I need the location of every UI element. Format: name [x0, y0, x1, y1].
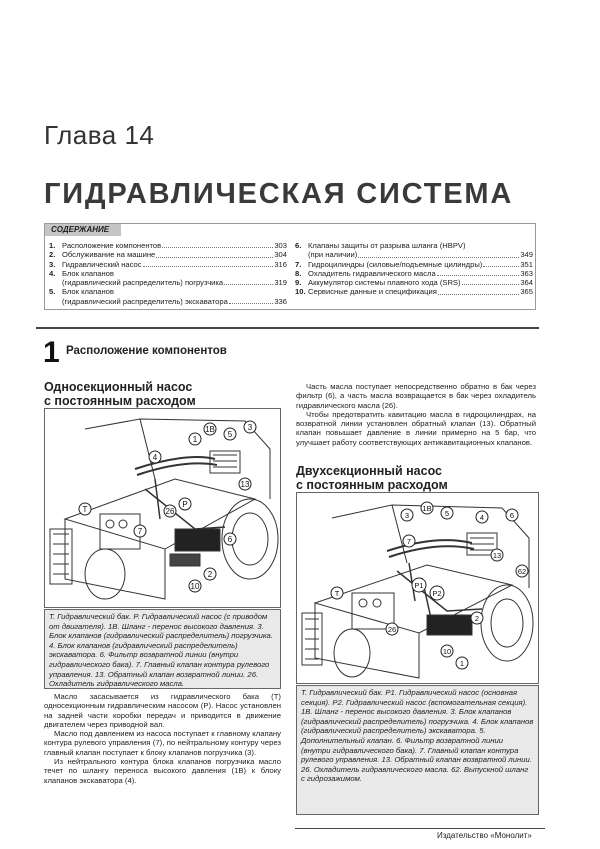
toc-heading: СОДЕРЖАНИЕ: [45, 224, 121, 236]
callout: Т: [82, 505, 88, 514]
callout: 62: [517, 567, 527, 576]
section-number: 1: [43, 336, 60, 369]
callout: 1: [192, 435, 198, 444]
table-of-contents: [44, 223, 536, 310]
subsection-title-double-pump: Двухсекционный насос с постоянным расходом: [296, 464, 528, 495]
callout: 2: [207, 570, 213, 579]
paragraph: Чтобы предотвратить кавитацию масла в гидроцилиндрах, на возвратной линии установлен обратный клапан (13). Обратный клапан повышает давление в линии примерно на 5 бар, что улучшает работу соответствующих антикавитационных клапанов.: [296, 409, 536, 447]
paragraph: Из нейтрального контура блока клапанов погрузчика масло течет по шлангу переноса высокого давления (1В) к блоку клапанов экскаватора (4).: [44, 757, 281, 785]
callout: 4: [152, 453, 158, 462]
paragraph: Масло под давлением из насоса поступает к главному клапану контура рулевого управления (7), по нейтральному контуру через главный клапан поступает к блоку клапанов погрузчика (3).: [44, 729, 281, 757]
section-divider: [36, 327, 539, 329]
toc-item-continuation[interactable]: (гидравлический распределитель) погрузчика 319: [62, 278, 287, 288]
figure-2-caption: T. Гидравлический бак. P1. Гидравлический насос (основная секция). P2. Гидравлический насос (вспомогательная секция). 1В. Шланг - перенос высокого давления. 3. Блок клапанов (гидравлический распределитель) погрузчика. 4. Блок клапанов (гидравлический распределитель) экскаватора. 5. Дополнительный клапан. 6. Фильтр возвратной линии (внутри гидравлического бака). 7. Главный клапан контура рулевого управления. 13. Обратный клапан возвратной линии. 26. Охладитель гидравлического масла. 62. Выпускной шланг с гидрозажимом.: [296, 685, 539, 815]
toc-left-column: [49, 241, 287, 306]
toc-item-continuation[interactable]: (при наличии) 349: [308, 250, 533, 260]
callout: 3: [404, 511, 410, 520]
paragraph: Масло засасывается из гидравлического бака (T) односекционным гидравлическим насосом (P). Насос установлен на задней части коробки передач и приводится в движение двигателем через приводной вал.: [44, 692, 281, 729]
callout: 26: [165, 507, 175, 516]
toc-item[interactable]: 7. Гидроцилиндры (силовые/подъемные цилиндры) 351: [295, 259, 533, 269]
callout: 7: [137, 527, 143, 536]
callout: Р1: [414, 581, 424, 590]
toc-item[interactable]: 4. Блок клапанов: [49, 268, 114, 278]
toc-item-continuation[interactable]: (гидравлический распределитель) экскаватора 336: [62, 296, 287, 306]
callout: 1: [459, 659, 465, 668]
callout: 1В: [205, 425, 215, 434]
toc-item[interactable]: 10. Сервисные данные и спецификация 365: [295, 287, 533, 297]
callout: 6: [509, 511, 515, 520]
callout: 7: [406, 537, 412, 546]
chapter-label: Глава 14: [44, 120, 155, 150]
figure-1-caption: T. Гидравлический бак. P. Гидравлический насос (с приводом от двигателя). 1В. Шланг - перенос высокого давления. 3. Блок клапанов (гидравлический распределитель) погрузчика. 4. Блок клапанов (гидравлический распределитель) экскаватора. 6. Фильтр возвратной линии (внутри гидравлического бака). 7. Главный клапан контура рулевого управления. 13. Обратный клапан возвратной линии. 26. Охладитель гидравлического масла.: [44, 609, 281, 689]
callout: Р: [182, 500, 188, 509]
hydraulic-layout-illustration-1: [45, 409, 280, 607]
callout: 13: [240, 480, 250, 489]
body-text-left: [44, 692, 281, 785]
paragraph: Часть масла поступает непосредственно обратно в бак через фильтр (6), а часть масла возвращается в бак через охладитель гидравлического масла (26).: [296, 382, 536, 410]
toc-right-column: [295, 241, 533, 297]
section-title: Расположение компонентов: [66, 345, 227, 357]
figure-double-section-pump: [296, 492, 539, 684]
callout: 6: [227, 535, 233, 544]
footer-divider: [295, 828, 545, 829]
toc-item[interactable]: 2. Обслуживание на машине 304: [49, 250, 287, 260]
callout: 10: [190, 582, 200, 591]
figure-single-section-pump: [44, 408, 281, 608]
toc-item[interactable]: 1. Расположение компонентов 303: [49, 241, 287, 250]
callout: 10: [442, 647, 452, 656]
toc-item[interactable]: 5. Блок клапанов: [49, 287, 114, 297]
toc-item[interactable]: 3. Гидравлический насос 316: [49, 259, 287, 269]
subsection-title-single-pump: Односекционный насос с постоянным расходом: [44, 380, 276, 411]
callout: Т: [334, 589, 340, 598]
publisher-label: Издательство «Монолит»: [437, 831, 532, 840]
callout: 26: [387, 625, 397, 634]
toc-item[interactable]: 6. Клапаны защиты от разрыва шланга (HBPV): [295, 241, 466, 250]
callout: 4: [479, 513, 485, 522]
callout: 2: [474, 614, 480, 623]
callout: 1В: [422, 504, 432, 513]
body-text-right: [296, 382, 536, 447]
chapter-title: ГИДРАВЛИЧЕСКАЯ СИСТЕМА: [44, 178, 514, 210]
callout: Р2: [432, 589, 442, 598]
toc-item[interactable]: 8. Охладитель гидравлического масла 363: [295, 268, 533, 278]
hydraulic-layout-illustration-2: [297, 493, 538, 683]
toc-item[interactable]: 9. Аккумулятор системы плавного хода (SRS) 364: [295, 278, 533, 288]
callout: 5: [444, 509, 450, 518]
callout: 5: [227, 430, 233, 439]
callout: 3: [247, 423, 253, 432]
callout: 13: [492, 551, 502, 560]
